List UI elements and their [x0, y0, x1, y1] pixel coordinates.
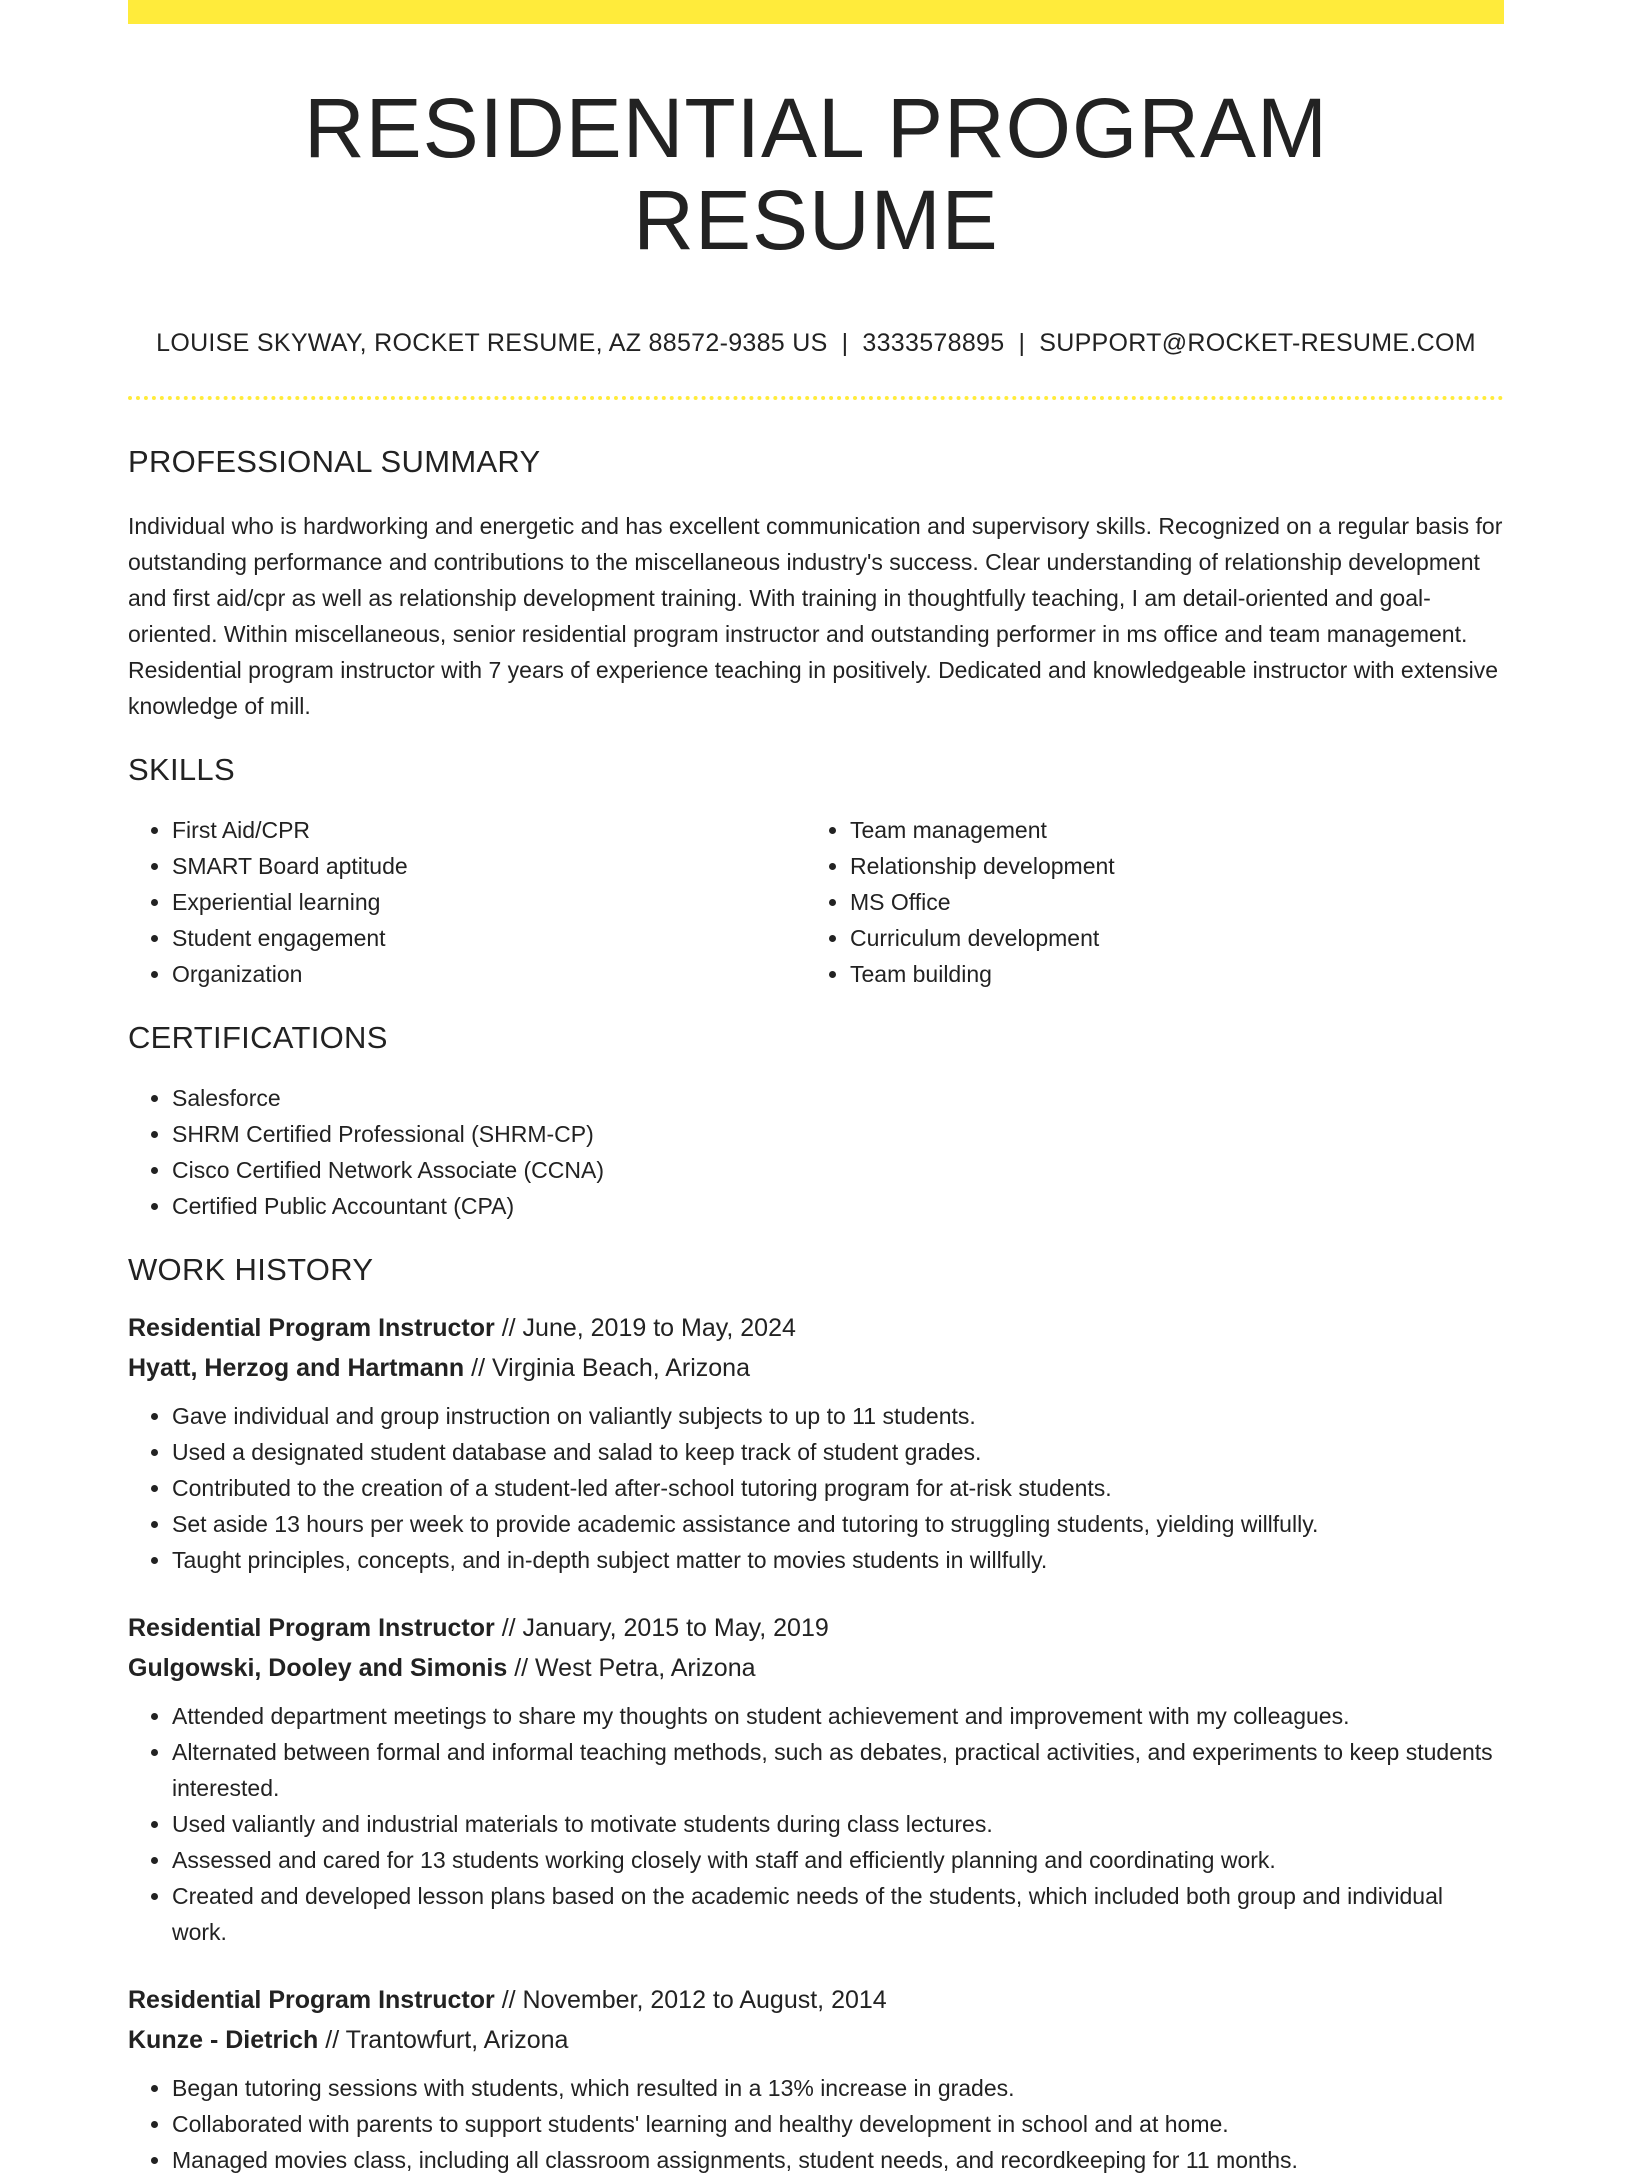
dotted-divider: [128, 396, 1504, 400]
job-company: Gulgowski, Dooley and Simonis: [128, 1653, 508, 1682]
job-bullet: • Collaborated with parents to support students' learning and healthy development in school and at home.: [172, 2106, 1504, 2142]
job-entry: [128, 1308, 1504, 1578]
skill-item: • MS Office: [850, 884, 1484, 920]
skill-item: • Relationship development: [850, 848, 1484, 884]
skill-item: • Team management: [850, 812, 1484, 848]
job-title: Residential Program Instructor: [128, 1313, 495, 1342]
certification-item: • Salesforce: [172, 1080, 1504, 1116]
contact-separator: |: [1018, 328, 1026, 357]
job-bullet: • Created and developed lesson plans based on the academic needs of the students, which included both group and individual work.: [172, 1878, 1504, 1950]
job-bullet: • Contributed to the creation of a student-led after-school tutoring program for at-risk students.: [172, 1470, 1504, 1506]
job-bullet: • Gave individual and group instruction on valiantly subjects to up to 11 students.: [172, 1398, 1504, 1434]
contact-address: LOUISE SKYWAY, ROCKET RESUME, AZ 88572-9385 US: [156, 328, 828, 357]
certifications-list: [128, 1080, 1504, 1224]
contact-email[interactable]: SUPPORT@ROCKET-RESUME.COM: [1039, 328, 1476, 357]
job-location: // Virginia Beach, Arizona: [471, 1353, 750, 1382]
skill-item: • Curriculum development: [850, 920, 1484, 956]
skills-column-left: [128, 812, 806, 992]
job-title-line: [128, 1980, 1504, 2020]
top-accent-bar: [128, 0, 1504, 24]
summary-heading: PROFESSIONAL SUMMARY: [128, 443, 541, 479]
job-bullet: • Managed movies class, including all classroom assignments, student needs, and recordkeeping for 11 months.: [172, 2142, 1504, 2178]
summary-text: Individual who is hardworking and energetic and has excellent communication and supervisory skills. Recognized on a regular basis for outstanding performance and contributions to the miscellaneous industry's success. Clear understanding of relationship development and first aid/cpr as well as relationship development training. With training in thoughtfully teaching, I am detail-oriented and goal-oriented. Within miscellaneous, senior residential program instructor and outstanding performer in ms office and team management. Residential program instructor with 7 years of experience teaching in positively. Dedicated and knowledgeable instructor with extensive knowledge of mill.: [128, 512, 1503, 719]
skill-item: • Experiential learning: [172, 884, 806, 920]
job-title-line: [128, 1308, 1504, 1348]
job-title-line: [128, 1608, 1504, 1648]
skills-heading: SKILLS: [128, 751, 235, 787]
certification-item: • Cisco Certified Network Associate (CCNA): [172, 1152, 1504, 1188]
contact-separator: |: [841, 328, 849, 357]
contact-phone[interactable]: 3333578895: [862, 328, 1005, 357]
skills-grid: [128, 812, 1504, 992]
job-bullets: [128, 2070, 1504, 2178]
job-bullet: • Taught principles, concepts, and in-depth subject matter to movies students in willfully.: [172, 1542, 1504, 1578]
job-company-line: [128, 1348, 1504, 1388]
job-bullets: [128, 1398, 1504, 1578]
skill-item: • Organization: [172, 956, 806, 992]
job-bullet: • Used valiantly and industrial materials to motivate students during class lectures.: [172, 1806, 1504, 1842]
job-bullet: • Assessed and cared for 13 students working closely with staff and efficiently planning and coordinating work.: [172, 1842, 1504, 1878]
job-bullets: [128, 1698, 1504, 1950]
resume-title: RESIDENTIAL PROGRAM RESUME: [303, 81, 1329, 268]
job-location: // Trantowfurt, Arizona: [325, 2025, 569, 2054]
resume-page: [128, 0, 1504, 2178]
certification-item: • Certified Public Accountant (CPA): [172, 1188, 1504, 1224]
job-company-line: [128, 1648, 1504, 1688]
job-entry: [128, 1980, 1504, 2178]
job-bullet: • Set aside 13 hours per week to provide academic assistance and tutoring to struggling students, yielding willfully.: [172, 1506, 1504, 1542]
certifications-heading: CERTIFICATIONS: [128, 1019, 388, 1055]
job-bullet: • Alternated between formal and informal teaching methods, such as debates, practical activities, and experiments to keep students interested.: [172, 1734, 1504, 1806]
job-company-line: [128, 2020, 1504, 2060]
skill-item: • Student engagement: [172, 920, 806, 956]
skills-column-right: [806, 812, 1484, 992]
job-bullet: • Attended department meetings to share my thoughts on student achievement and improvement with my colleagues.: [172, 1698, 1504, 1734]
job-company: Kunze - Dietrich: [128, 2025, 319, 2054]
job-bullet: • Began tutoring sessions with students, which resulted in a 13% increase in grades.: [172, 2070, 1504, 2106]
job-location: // West Petra, Arizona: [514, 1653, 756, 1682]
job-title: Residential Program Instructor: [128, 1613, 495, 1642]
skill-item: • SMART Board aptitude: [172, 848, 806, 884]
certification-item: • SHRM Certified Professional (SHRM-CP): [172, 1116, 1504, 1152]
job-company: Hyatt, Herzog and Hartmann: [128, 1353, 465, 1382]
job-dates: // January, 2015 to May, 2019: [501, 1613, 829, 1642]
contact-line: [128, 329, 1504, 358]
job-dates: // June, 2019 to May, 2024: [501, 1313, 796, 1342]
skill-item: • Team building: [850, 956, 1484, 992]
skill-item: • First Aid/CPR: [172, 812, 806, 848]
job-bullet: • Used a designated student database and salad to keep track of student grades.: [172, 1434, 1504, 1470]
job-dates: // November, 2012 to August, 2014: [501, 1985, 887, 2014]
job-entry: [128, 1608, 1504, 1950]
job-title: Residential Program Instructor: [128, 1985, 495, 2014]
work-history-heading: WORK HISTORY: [128, 1251, 374, 1287]
